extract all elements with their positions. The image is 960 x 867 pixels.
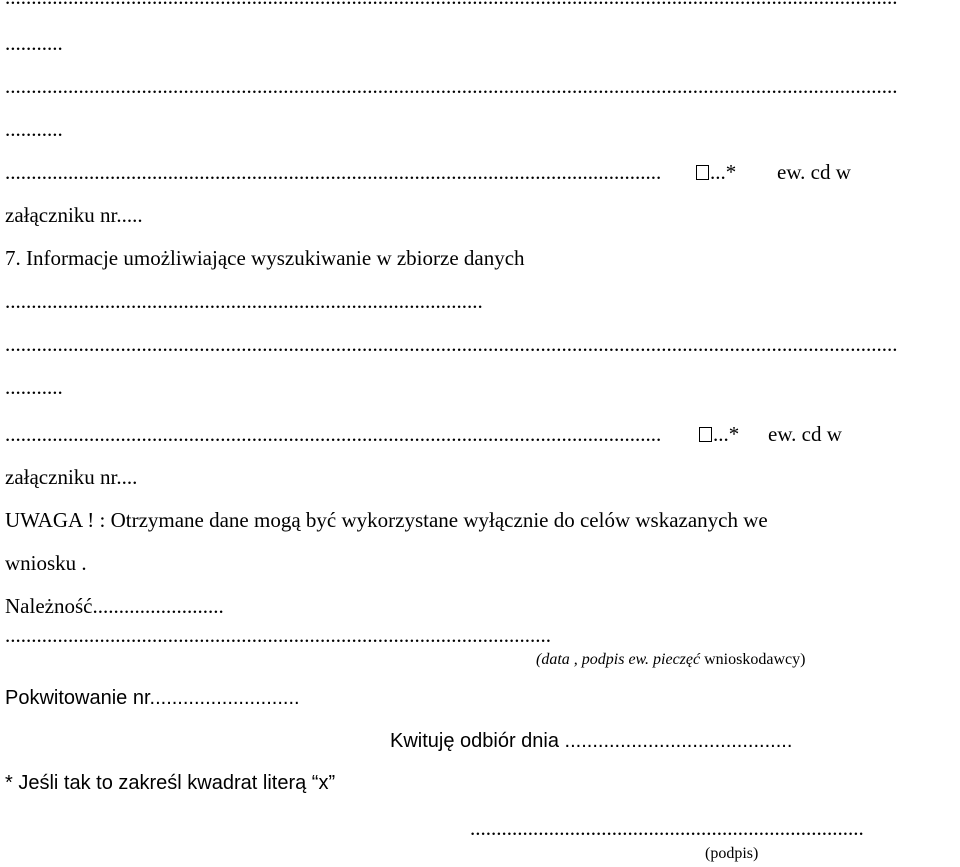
fee-line: Należność......................... (5, 594, 224, 618)
checkbox-square[interactable] (696, 165, 709, 180)
notice-text: UWAGA ! : Otrzymane dane mogą być wykorzystane wyłącznie do celów wskazanych we (5, 508, 768, 532)
receipt-date-line: Kwituję odbiór dnia ......................................... (390, 730, 793, 752)
attachment-number-line: załączniku nr..... (5, 203, 143, 227)
dotted-line (5, 0, 960, 8)
dotted-line: ............................................................................................................................. (5, 162, 662, 183)
dotted-line: ........... (5, 31, 63, 55)
dotted-line: ........... (5, 117, 63, 141)
signature-dotted-line: ........................................................................... (470, 818, 864, 839)
asterisk-marker: ...* (710, 160, 737, 184)
checkbox-square[interactable] (699, 427, 712, 442)
checkbox-line (5, 162, 960, 183)
notice-text: wniosku . (5, 551, 87, 575)
asterisk-marker: ...* (713, 422, 740, 446)
signature-caption (536, 652, 805, 668)
continuation-note: ew. cd w (777, 160, 851, 184)
section-heading: 7. Informacje umożliwiające wyszukiwanie w zbiorze danych (5, 246, 525, 270)
checkbox-line (5, 424, 960, 445)
attachment-number-line: załączniku nr.... (5, 465, 138, 489)
continuation-note: ew. cd w (768, 422, 842, 446)
dotted-line: ........................................................................................................ (5, 625, 551, 646)
caption-rest: wnioskodawcy) (700, 651, 806, 668)
dotted-line: ........... (5, 375, 63, 399)
dotted-line: ............................................................................................................................. (5, 424, 662, 445)
dotted-line: .......................................................................................................................................................................... (5, 76, 898, 97)
caption-italic: (data , podpis ew. pieczęć (536, 651, 701, 668)
dotted-line: ........................................................................................... (5, 289, 483, 313)
signature-caption: (podpis) (705, 845, 759, 862)
receipt-number-line: Pokwitowanie nr........................... (5, 687, 300, 709)
dotted-line: .......................................................................................................................................................................... (5, 334, 898, 355)
footnote: * Jeśli tak to zakreśl kwadrat literą “x” (5, 772, 336, 794)
